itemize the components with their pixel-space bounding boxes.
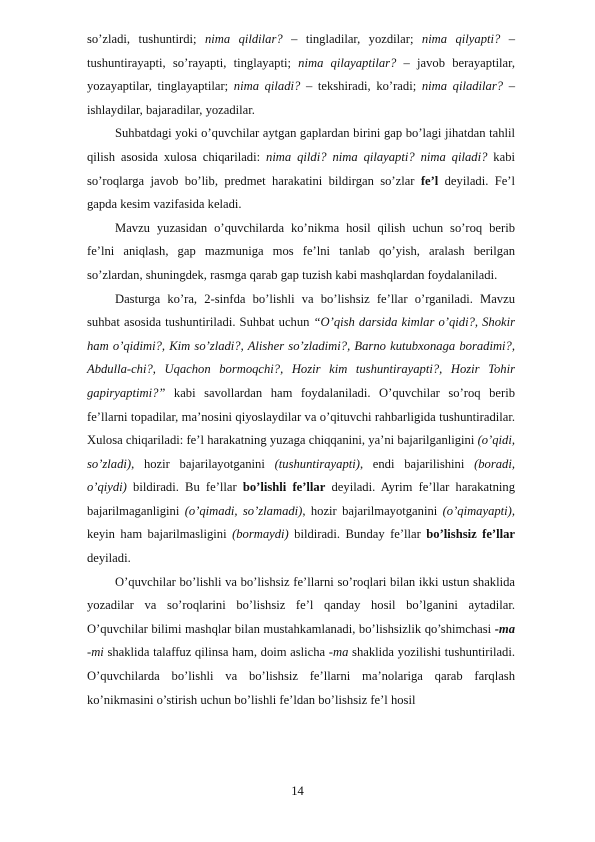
text-run: bo’lishsiz fe’llar xyxy=(426,527,515,542)
text-run: , hozir bajarilayotganini xyxy=(131,456,275,471)
text-run: deyiladi. Ayrim fe’llar harakatning bajarilmaganligini xyxy=(87,480,516,518)
text-run: nima qilayaptilar? xyxy=(298,55,397,70)
text-run: Suhbatdagi yoki o’quvchilar aytgan gaplardan birini gap bo’lagi jihatdan tahlil qilish asosida xulosa chiqariladi: xyxy=(87,126,515,164)
text-run: , endi bajarilishini xyxy=(359,456,475,471)
text-run: kabi so’roqlarga javob bo’lib, predmet harakatini bildirgan so’zlar xyxy=(87,149,515,188)
text-run: nima qiladi? xyxy=(233,79,301,94)
page-number: 14 xyxy=(291,784,304,798)
text-run: -mi xyxy=(87,645,104,660)
text-run: – ishlaydilar, bajaradilar, yozadilar. xyxy=(87,79,515,117)
paragraph-2 xyxy=(87,122,515,216)
text-run: “O’qish darsida kimlar o’qidi?, Shokir ham o’qidimi?, Kim so’zladi?, Alisher so’zladimi?, Barno kutubxonaga boradimi?, Abdulla-chi?, Uqachon bormoqchi?, Hozir kim tushuntirayapti?, Hozir Tohir gapiryaptimi?” xyxy=(87,315,515,400)
text-run: so’zladi, tushuntirdi; xyxy=(87,32,205,46)
text-run: bildiradi. Bu fe’llar xyxy=(126,480,243,495)
text-run: (o’qimayapti), xyxy=(442,503,516,518)
text-run: bo’lishli fe’llar xyxy=(242,480,326,495)
text-run: (o’qimadi, so’zlamadi) xyxy=(184,503,303,518)
text-run: -ma xyxy=(328,645,349,660)
text-run: – tekshiradi, ko’radi; xyxy=(300,79,422,94)
page-body xyxy=(87,28,515,712)
text-run: fe’l xyxy=(420,173,439,188)
text-run: (tushuntirayapti) xyxy=(274,456,360,471)
text-run: (bormaydi) xyxy=(232,527,289,542)
text-run: – javob berayaptilar, yozayaptilar, tinglayaptilar; xyxy=(87,55,515,94)
paragraph-4 xyxy=(87,288,515,571)
text-run: shaklida yozilishi tushuntiriladi. O’quvchilarda bo’lishli va bo’lishsiz fe’llarni ma’nolariga qarab farqlash ko’nikmasini o’stirish uchun bo’lishli fe’ldan bo’lishsiz fe’l hosil xyxy=(87,645,515,707)
text-run: nima qilyapti? xyxy=(421,32,501,46)
text-run: bildiradi. Bunday fe’llar xyxy=(288,527,427,542)
text-run: (boradi, o’qiydi) xyxy=(87,456,515,495)
text-run: -ma xyxy=(494,621,515,636)
text-run: , hozir bajarilmayotganini xyxy=(302,503,443,518)
paragraph-5 xyxy=(87,571,515,713)
text-run: kabi savollardan ham foydalaniladi. O’quvchilar so’roq berib fe’llarni topadilar, ma’nosini qiyoslaydilar va o’qituvchi rahbarligida tushuntiradilar. Xulosa chiqariladi: fe’l harakatning yuzaga chiqqanini, ya’ni bajarilganligini xyxy=(87,385,515,448)
text-run: shaklida talaffuz qilinsa ham, doim aslicha xyxy=(103,645,329,660)
text-run: nima qildilar? xyxy=(204,32,283,46)
text-run: nima qiladilar? xyxy=(421,79,504,94)
text-run: deyiladi. xyxy=(87,551,131,566)
text-run: Dasturga ko’ra, 2-sinfda bo’lishli va bo’lishsiz fe’llar o’rganiladi. Mavzu suhbat asosida tushuntiriladi. Suhbat uchun xyxy=(87,291,515,330)
text-run: keyin ham bajarilmasligini xyxy=(87,527,233,542)
paragraph-1 xyxy=(87,28,515,122)
text-run: O’quvchilar bo’lishli va bo’lishsiz fe’llarni so’roqlari bilan ikki ustun shaklida yozadilar va so’roqlarini bo’lishsiz fe’l qanday hosil bo’lganini aytadilar. O’quvchilar bilimi mashqlar bilan mustahkamlanadi, bo’lishsizlik qo’shimchasi xyxy=(87,574,515,636)
paragraph-3 xyxy=(87,217,515,288)
text-run: deyiladi. Fe’l gapda kesim vazifasida keladi. xyxy=(87,173,515,212)
text-run: Mavzu yuzasidan o’quvchilarda ko’nikma hosil qilish uchun so’roq berib fe’lni aniqlash, gap mazmuniga mos fe’lni tanlab qo’yish, aralash berilgan so’zlardan, shuningdek, rasmga qarab gap tuzish kabi mashqlardan foydalaniladi. xyxy=(87,220,515,282)
text-run: nima qildi? nima qilayapti? nima qiladi? xyxy=(266,149,488,164)
text-run: – tushuntirayapti, so’rayapti, tinglayapti; xyxy=(87,32,516,70)
text-run: (o’qidi, so’zladi) xyxy=(87,433,515,471)
text-run: – tingladilar, yozdilar; xyxy=(282,32,422,46)
